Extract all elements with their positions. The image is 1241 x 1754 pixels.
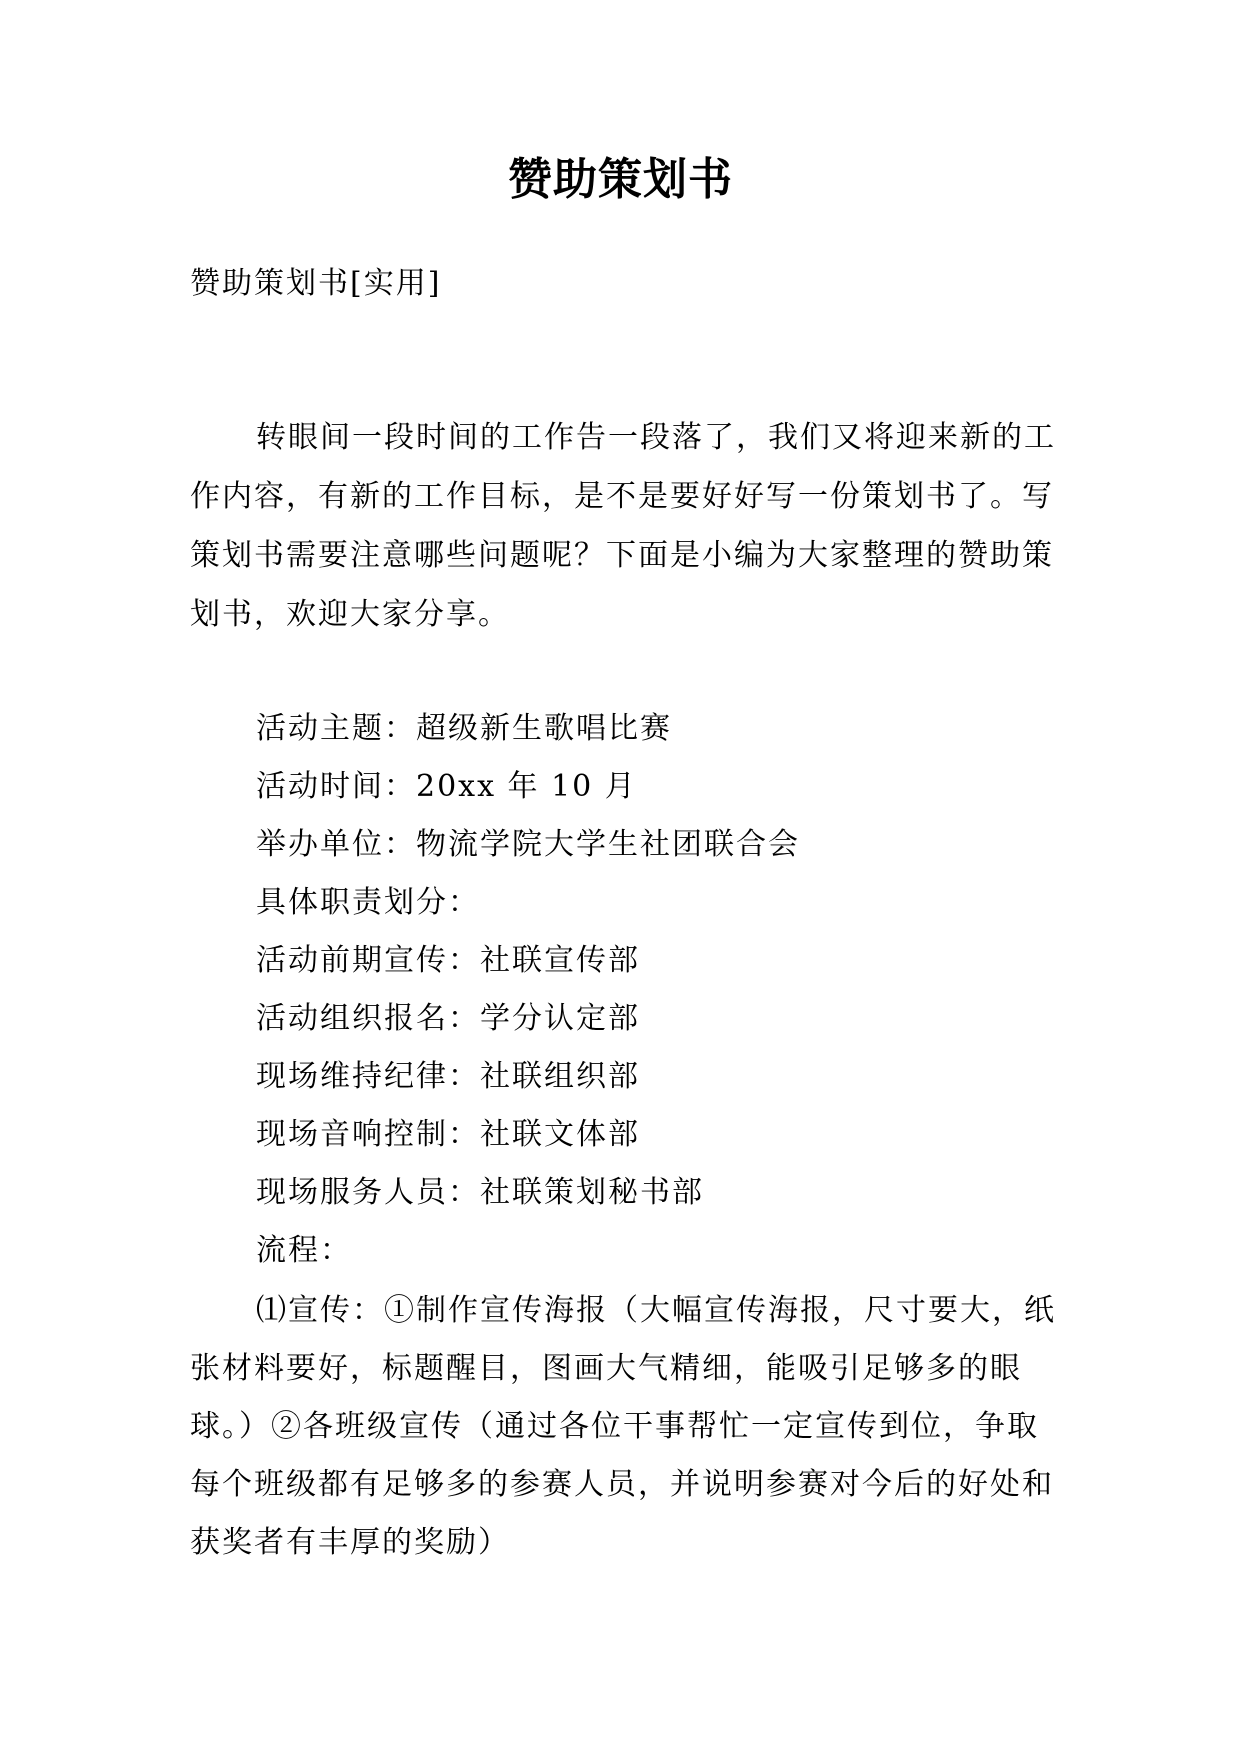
document-title: 赞助策划书 <box>508 154 733 205</box>
detail-line-time: 活动时间：20xx 年 10 月 <box>256 769 637 804</box>
detail-line-service: 现场服务人员：社联策划秘书部 <box>256 1175 704 1210</box>
detail-line-responsibilities: 具体职责划分： <box>256 885 480 920</box>
detail-line-publicity: 活动前期宣传：社联宣传部 <box>256 943 640 978</box>
detail-line-process: 流程： <box>256 1233 352 1268</box>
detail-line-audio: 现场音响控制：社联文体部 <box>256 1117 640 1152</box>
activity-details-list <box>190 700 1070 1280</box>
detail-line-organizer: 举办单位：物流学院大学生社团联合会 <box>256 827 800 862</box>
detail-line-theme: 活动主题：超级新生歌唱比赛 <box>256 711 672 746</box>
process-paragraph: ⑴宣传：①制作宣传海报（大幅宣传海报，尺寸要大，纸张材料要好，标题醒目，图画大气精细，能吸引足够多的眼球。）②各班级宣传（通过各位干事帮忙一定宣传到位，争取每个班级都有足够多的参赛人员，并说明参赛对今后的好处和获奖者有丰厚的奖励） <box>190 1293 1056 1560</box>
document-subtitle: 赞助策划书[实用] <box>190 266 442 301</box>
detail-line-discipline: 现场维持纪律：社联组织部 <box>256 1059 640 1094</box>
intro-paragraph: 转眼间一段时间的工作告一段落了，我们又将迎来新的工作内容，有新的工作目标，是不是要好好写一份策划书了。写策划书需要注意哪些问题呢？下面是小编为大家整理的赞助策划书，欢迎大家分享。 <box>190 420 1056 632</box>
detail-line-registration: 活动组织报名：学分认定部 <box>256 1001 640 1036</box>
